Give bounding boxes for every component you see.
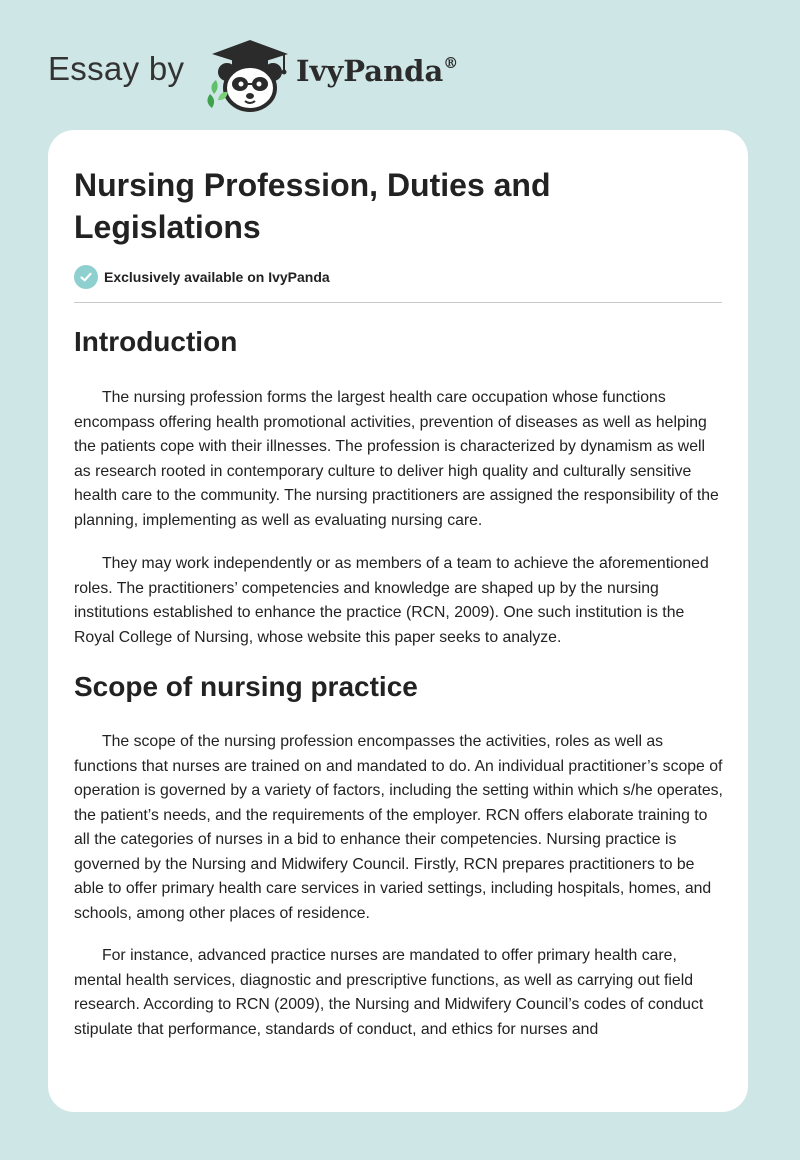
ivypanda-brand-name[interactable] [296,54,458,88]
paragraph: For instance, advanced practice nurses are mandated to offer primary health care, mental health services, diagnostic and prescriptive functions, as well as carrying out field research. According to RCN (2009), the Nursing and Midwifery Council’s codes of conduct stipulate that performance, standards of conduct, and ethics for nurses and [74,947,704,1038]
exclusive-label: Exclusively available on IvyPanda [104,269,330,285]
registered-mark: ® [443,54,459,73]
section-heading-introduction: Introduction [74,326,238,357]
exclusive-badge [74,265,330,289]
essay-by-label: Essay by [48,50,185,87]
title-divider [74,302,722,303]
brand-text: IvyPanda [296,54,444,88]
paragraph: The scope of the nursing profession encompasses the activities, roles as well as functions that nurses are trained on and mandated to do. An individual practitioner’s scope of operation is governed by a variety of factors, including the setting within which s/he operates, the patient’s needs, and the requirements of the employer. RCN offers elaborate training to all the categories of nurses in a bid to enhance their competencies. Nursing practice is governed by the Nursing and Midwifery Council. Firstly, RCN prepares practitioners to be able to offer primary health care services in varied settings, including hospitals, homes, and schools, among other places of residence. [74,733,723,922]
ivypanda-logo-icon[interactable] [200,34,295,114]
paragraph: The nursing profession forms the largest health care occupation whose functions encompass offering health promotional activities, prevention of diseases as well as helping the patients cope with their illnesses. The profession is characterized by dynamism as well as research rooted in contemporary culture to deliver high quality and culturally sensitive health care to the community. The nursing practitioners are assigned the responsibility of the planning, implementing as well as evaluating nursing care. [74,389,719,529]
check-circle-icon [74,265,98,289]
section-heading-scope: Scope of nursing practice [74,671,418,702]
essay-title: Nursing Profession, Duties and Legislations [74,167,551,245]
paragraph: They may work independently or as members of a team to achieve the aforementioned roles. The practitioners’ competencies and knowledge are shaped up by the nursing institutions established to enhance the practice (RCN, 2009). One such institution is the Royal College of Nursing, whose website this paper seeks to analyze. [74,555,709,646]
site-header [0,0,800,130]
essay-card [48,130,748,1112]
